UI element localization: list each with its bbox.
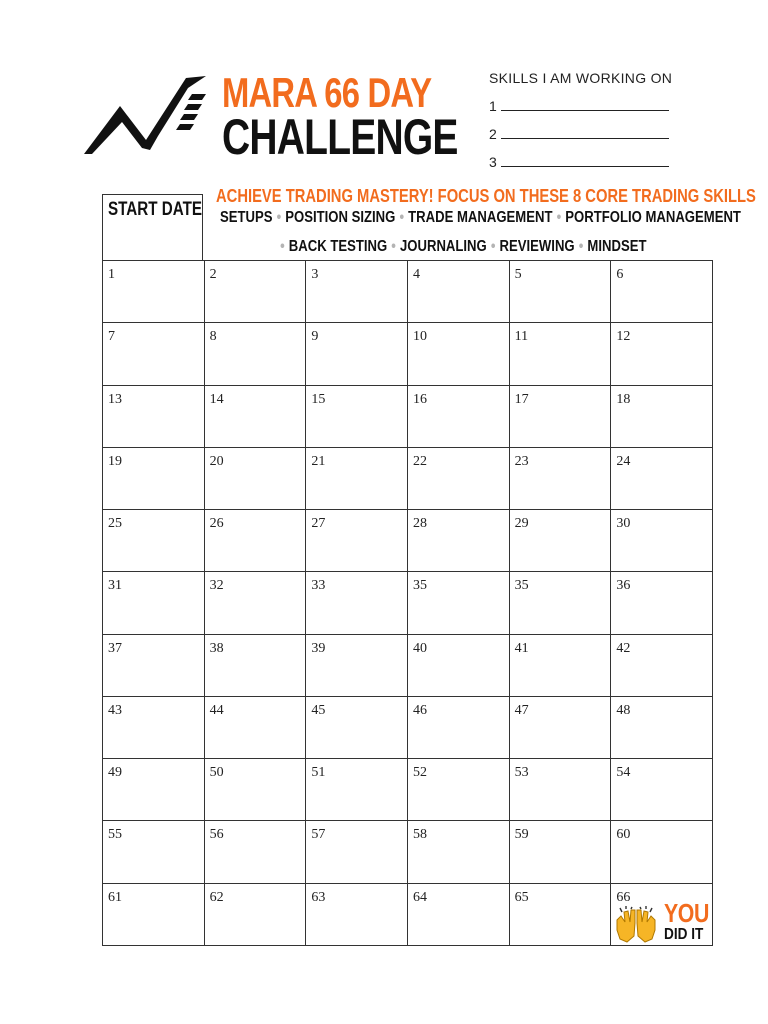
- skill-blank-field[interactable]: [501, 97, 669, 111]
- day-number: 65: [514, 889, 529, 905]
- day-grid: [102, 260, 713, 946]
- day-number: 4: [412, 267, 420, 282]
- skill-line-number: 1: [489, 98, 497, 114]
- day-number: 50: [209, 765, 224, 781]
- day-cell[interactable]: [103, 448, 205, 510]
- day-number: 42: [616, 640, 631, 656]
- day-cell[interactable]: [306, 572, 408, 634]
- day-number: 54: [616, 765, 631, 781]
- start-date-box[interactable]: [102, 194, 203, 260]
- day-number: 66: [616, 889, 631, 905]
- day-number: 61: [108, 889, 122, 905]
- bullet-separator: •: [276, 209, 282, 226]
- day-number: 21: [311, 453, 326, 469]
- day-number: 18: [616, 391, 631, 407]
- day-number: 6: [616, 267, 624, 282]
- day-cell[interactable]: [306, 323, 408, 385]
- day-number: 52: [412, 765, 427, 781]
- day-number: 24: [616, 453, 631, 469]
- day-cell[interactable]: [205, 821, 307, 883]
- day-number: 26: [209, 516, 224, 532]
- day-number: 13: [108, 391, 122, 407]
- day-cell[interactable]: [611, 572, 713, 634]
- day-number: 38: [209, 640, 224, 656]
- core-skill: JOURNALING: [399, 238, 487, 255]
- start-date-label: START DATE: [108, 199, 203, 220]
- day-number: 17: [514, 391, 529, 407]
- day-cell[interactable]: [103, 323, 205, 385]
- day-number: 60: [616, 827, 631, 843]
- day-cell[interactable]: [205, 510, 307, 572]
- day-cell[interactable]: [306, 261, 408, 323]
- day-cell[interactable]: [510, 759, 612, 821]
- day-cell[interactable]: [510, 572, 612, 634]
- day-number: 51: [311, 765, 326, 781]
- day-number: 46: [412, 702, 427, 718]
- day-number: 16: [412, 391, 427, 407]
- day-cell[interactable]: [408, 448, 510, 510]
- bullet-separator: •: [556, 209, 562, 226]
- day-cell[interactable]: [611, 448, 713, 510]
- day-cell[interactable]: [611, 884, 713, 946]
- day-number: 37: [108, 640, 122, 656]
- day-number: 49: [108, 765, 122, 781]
- bullet-separator: •: [578, 238, 584, 255]
- day-cell[interactable]: [611, 323, 713, 385]
- day-number: 45: [311, 702, 326, 718]
- day-number: 56: [209, 827, 224, 843]
- day-cell[interactable]: [408, 697, 510, 759]
- day-cell[interactable]: [510, 448, 612, 510]
- day-cell[interactable]: [510, 261, 612, 323]
- day-number: 12: [616, 329, 631, 345]
- day-cell[interactable]: [611, 386, 713, 448]
- day-cell[interactable]: [103, 386, 205, 448]
- core-skill: SETUPS: [220, 209, 273, 226]
- bullet-separator: •: [490, 238, 496, 255]
- skill-line[interactable]: [489, 124, 749, 144]
- day-cell[interactable]: [103, 821, 205, 883]
- mountain-swoosh-logo: [82, 74, 214, 156]
- skill-line-number: 2: [489, 126, 497, 142]
- day-number: 22: [412, 453, 427, 469]
- did-it-text: DID IT: [664, 925, 704, 943]
- challenge-title-bottom: CHALLENGE: [222, 109, 458, 165]
- day-number: 57: [311, 827, 326, 843]
- day-cell[interactable]: [510, 884, 612, 946]
- bullet-separator: •: [391, 238, 396, 255]
- day-cell[interactable]: [103, 635, 205, 697]
- day-cell[interactable]: [306, 386, 408, 448]
- core-skill: PORTFOLIO MANAGEMENT: [565, 209, 741, 226]
- day-cell[interactable]: [205, 261, 307, 323]
- day-number: 8: [209, 329, 217, 345]
- day-cell[interactable]: [611, 821, 713, 883]
- skills-heading: SKILLS I AM WORKING ON: [489, 70, 673, 86]
- day-number: 43: [108, 702, 122, 718]
- day-number: 14: [209, 391, 224, 407]
- day-cell[interactable]: [306, 448, 408, 510]
- day-number: 35: [412, 578, 427, 594]
- day-number: 55: [108, 827, 122, 843]
- day-number: 7: [108, 329, 115, 345]
- day-cell[interactable]: [205, 572, 307, 634]
- day-number: 10: [412, 329, 427, 345]
- day-cell[interactable]: [510, 635, 612, 697]
- day-number: 11: [514, 329, 529, 345]
- day-cell[interactable]: [205, 697, 307, 759]
- day-cell[interactable]: [205, 759, 307, 821]
- day-cell[interactable]: [205, 884, 307, 946]
- day-number: 32: [209, 578, 224, 594]
- day-cell[interactable]: [306, 635, 408, 697]
- day-number: 5: [514, 267, 522, 282]
- day-number: 63: [311, 889, 326, 905]
- day-cell[interactable]: [611, 635, 713, 697]
- day-cell[interactable]: [408, 884, 510, 946]
- skill-blank-field[interactable]: [501, 125, 669, 139]
- day-number: 3: [311, 267, 319, 282]
- skill-blank-field[interactable]: [501, 153, 669, 167]
- day-number: 19: [108, 453, 122, 469]
- day-cell[interactable]: [103, 697, 205, 759]
- day-number: 47: [514, 702, 529, 718]
- day-cell[interactable]: [408, 323, 510, 385]
- day-cell[interactable]: [103, 572, 205, 634]
- core-skill: POSITION SIZING: [285, 209, 396, 226]
- core-skill: REVIEWING: [499, 238, 575, 255]
- core-skills-row-1: [220, 209, 741, 227]
- core-skills-row-2: [276, 238, 646, 256]
- day-cell[interactable]: [103, 261, 205, 323]
- day-cell[interactable]: [611, 261, 713, 323]
- challenge-title-top: MARA 66 DAY: [222, 69, 432, 116]
- day-cell[interactable]: [408, 635, 510, 697]
- skill-line-number: 3: [489, 154, 497, 170]
- day-number: 62: [209, 889, 224, 905]
- day-number: 28: [412, 516, 427, 532]
- day-number: 58: [412, 827, 427, 843]
- day-number: 23: [514, 453, 529, 469]
- day-number: 2: [209, 267, 217, 282]
- bullet-separator: •: [399, 209, 405, 226]
- you-text: YOU: [664, 897, 710, 928]
- day-number: 40: [412, 640, 427, 656]
- day-number: 20: [209, 453, 224, 469]
- skill-line[interactable]: [489, 152, 749, 172]
- headline: ACHIEVE TRADING MASTERY! FOCUS ON THESE 8 CORE TRADING SKILLS: [216, 186, 756, 206]
- core-skill: MINDSET: [587, 238, 647, 255]
- day-number: 36: [616, 578, 631, 594]
- day-cell[interactable]: [510, 821, 612, 883]
- skills-section: [489, 68, 749, 172]
- day-number: 29: [514, 516, 529, 532]
- day-number: 25: [108, 516, 122, 532]
- day-number: 59: [514, 827, 529, 843]
- skill-line[interactable]: [489, 96, 749, 116]
- day-number: 15: [311, 391, 326, 407]
- day-number: 33: [311, 578, 326, 594]
- day-number: 31: [108, 578, 122, 594]
- day-cell[interactable]: [103, 884, 205, 946]
- day-cell[interactable]: [510, 697, 612, 759]
- bullet-separator: •: [280, 238, 285, 255]
- day-cell[interactable]: [205, 635, 307, 697]
- day-cell[interactable]: [611, 759, 713, 821]
- day-cell[interactable]: [306, 821, 408, 883]
- day-cell[interactable]: [408, 510, 510, 572]
- day-cell[interactable]: [510, 386, 612, 448]
- day-cell[interactable]: [611, 510, 713, 572]
- day-number: 39: [311, 640, 326, 656]
- day-cell[interactable]: [408, 759, 510, 821]
- day-number: 1: [108, 267, 115, 282]
- day-number: 41: [514, 640, 529, 656]
- day-cell[interactable]: [205, 323, 307, 385]
- day-cell[interactable]: [103, 510, 205, 572]
- raising-hands-emoji-icon: [614, 906, 658, 944]
- day-cell[interactable]: [408, 386, 510, 448]
- day-cell[interactable]: [205, 386, 307, 448]
- day-number: 48: [616, 702, 631, 718]
- day-cell[interactable]: [408, 261, 510, 323]
- day-cell[interactable]: [408, 821, 510, 883]
- day-cell[interactable]: [306, 697, 408, 759]
- day-number: 53: [514, 765, 529, 781]
- day-cell[interactable]: [408, 572, 510, 634]
- day-cell[interactable]: [103, 759, 205, 821]
- day-cell[interactable]: [306, 759, 408, 821]
- day-number: 9: [311, 329, 319, 345]
- day-number: 30: [616, 516, 631, 532]
- day-cell[interactable]: [306, 510, 408, 572]
- day-cell[interactable]: [306, 884, 408, 946]
- core-skill: BACK TESTING: [288, 238, 388, 255]
- day-cell[interactable]: [510, 323, 612, 385]
- day-number: 27: [311, 516, 326, 532]
- day-number: 64: [412, 889, 427, 905]
- day-cell[interactable]: [205, 448, 307, 510]
- day-cell[interactable]: [611, 697, 713, 759]
- day-number: 44: [209, 702, 224, 718]
- day-number: 35: [514, 578, 529, 594]
- core-skill: TRADE MANAGEMENT: [408, 209, 553, 226]
- day-cell[interactable]: [510, 510, 612, 572]
